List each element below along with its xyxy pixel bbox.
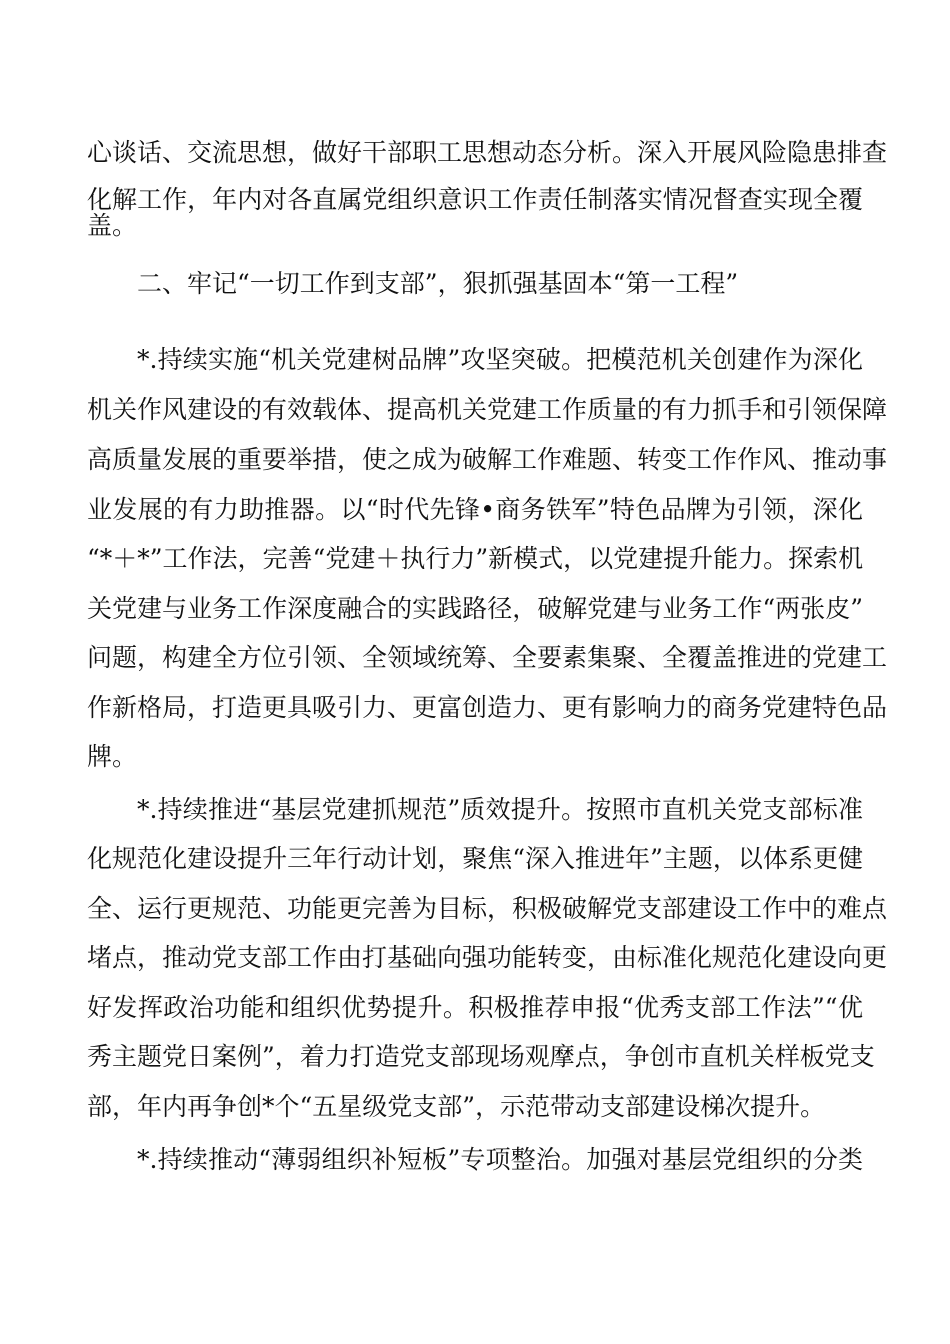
text-line: *.持续推进“基层党建抓规范”质效提升。按照市直机关党支部标准 [137,795,863,824]
section-heading: 二、牢记“一切工作到支部”，狠抓强基固本“第一工程” [137,269,739,298]
text-line: 业发展的有力助推器。以“时代先锋•商务铁军”特色品牌为引领，深化 [87,495,863,524]
text-line: *.持续推动“薄弱组织补短板”专项整治。加强对基层党组织的分类 [137,1145,863,1174]
text-line: 关党建与业务工作深度融合的实践路径，破解党建与业务工作“两张皮” [87,594,863,623]
text-line: 高质量发展的重要举措，使之成为破解工作难题、转变工作作风、推动事 [87,445,888,474]
text-line: 心谈话、交流思想，做好干部职工思想动态分析。深入开展风险隐患排查 [87,138,888,167]
text-line: 全、运行更规范、功能更完善为目标，积极破解党支部建设工作中的难点 [87,894,888,923]
text-line: “*＋*”工作法，完善“党建＋执行力”新模式，以党建提升能力。探索机 [87,544,864,573]
text-line: 盖。 [87,211,138,240]
text-line: 堵点，推动党支部工作由打基础向强功能转变，由标准化规范化建设向更 [87,943,888,972]
text-line: 问题，构建全方位引领、全领域统筹、全要素集聚、全覆盖推进的党建工 [87,643,888,672]
text-line: 作新格局，打造更具吸引力、更富创造力、更有影响力的商务党建特色品 [87,693,888,722]
text-line: 部，年内再争创*个“五星级党支部”，示范带动支部建设梯次提升。 [87,1092,826,1121]
text-line: *.持续实施“机关党建树品牌”攻坚突破。把模范机关创建作为深化 [137,345,863,374]
text-line: 牌。 [87,742,138,771]
text-line: 化解工作，年内对各直属党组织意识工作责任制落实情况督查实现全覆 [87,185,863,214]
text-line: 秀主题党日案例”，着力打造党支部现场观摩点，争创市直机关样板党支 [87,1042,875,1071]
text-line: 机关作风建设的有效载体、提高机关党建工作质量的有力抓手和引领保障 [87,395,888,424]
text-line: 好发挥政治功能和组织优势提升。积极推荐申报“优秀支部工作法”“优 [87,993,863,1022]
text-line: 化规范化建设提升三年行动计划，聚焦“深入推进年”主题，以体系更健 [87,844,863,873]
